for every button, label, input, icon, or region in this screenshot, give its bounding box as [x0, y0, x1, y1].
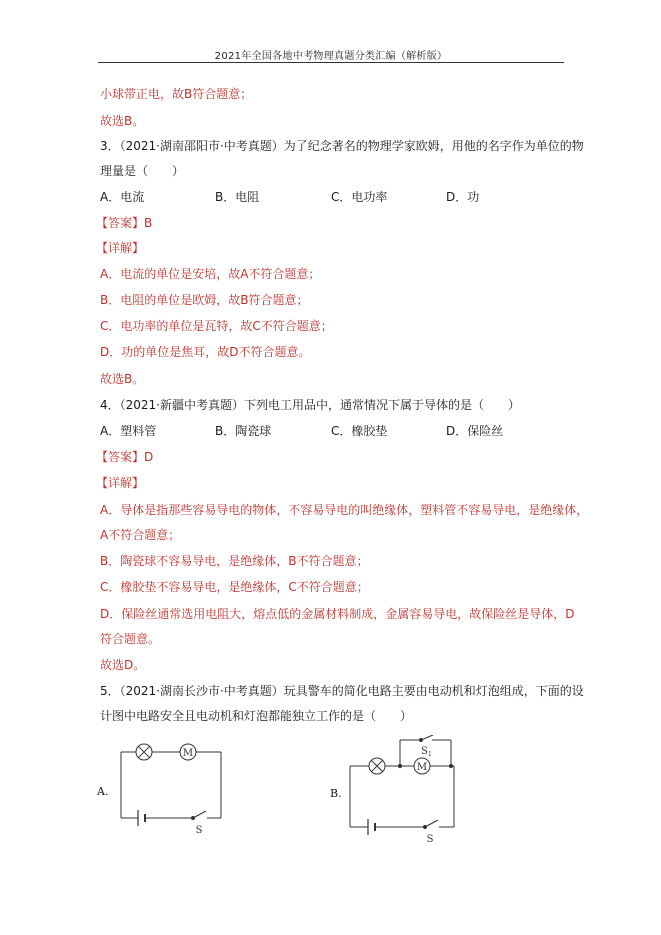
- switch-label: S: [195, 825, 203, 836]
- q4-explanation: D．保险丝通常选用电阻大，熔点低的金属材料制成，金属容易导电，故保险丝是导体，D: [100, 607, 575, 621]
- q4-option-d: D．保险丝: [446, 424, 504, 438]
- junction-dot: [449, 764, 452, 767]
- question-5-stem: 5．（2021·湖南长沙市·中考真题）玩具警车的简化电路主要由电动机和灯泡组成，下面的设: [100, 684, 584, 698]
- q4-option-a: A．塑料管: [100, 424, 157, 438]
- q4-explanation: A．导体是指那些容易导电的物体，不容易导电的叫绝缘体，塑料管不容易导电，是绝缘体，: [100, 503, 589, 517]
- q4-explanation: 符合题意。: [100, 632, 161, 646]
- q3-option-d: D．功: [446, 190, 480, 204]
- switch-arm: [425, 820, 438, 827]
- motor-symbol: M: [416, 762, 428, 773]
- q3-option-b: B．电阻: [215, 190, 260, 204]
- q4-explanation: B．陶瓷球不容易导电，是绝缘体，B不符合题意；: [100, 554, 369, 568]
- switch-label: S: [426, 834, 434, 845]
- circuit-diagram-a: [95, 738, 245, 838]
- question-3-stem: 3．（2021·湖南邵阳市·中考真题）为了纪念著名的物理学家欧姆，用他的名字作为单位的物: [100, 139, 584, 153]
- page-header: 2021年全国各地中考物理真题分类汇编（解析版）: [214, 51, 448, 62]
- question-5-stem-cont: 计图中电路安全且电动机和灯泡都能独立工作的是（ ）: [100, 709, 413, 723]
- circuit-diagram-b: [326, 735, 466, 845]
- switch-s1-arm: [421, 735, 433, 740]
- q3-conclusion: 故选B。: [100, 372, 145, 386]
- q3-explanation: C．电功率的单位是瓦特，故C不符合题意；: [100, 319, 333, 333]
- q4-option-b: B．陶瓷球: [215, 424, 272, 438]
- q4-answer: 【答案】D: [96, 450, 154, 464]
- q4-explanation: A不符合题意；: [100, 528, 181, 542]
- q3-detail-heading: 【详解】: [96, 241, 145, 255]
- q4-detail-heading: 【详解】: [96, 476, 145, 490]
- motor-symbol: M: [182, 748, 194, 759]
- option-b-label: B.: [330, 787, 342, 800]
- q3-option-a: A．电流: [100, 190, 145, 204]
- junction-dot: [398, 764, 401, 767]
- switch-s1-label: S: [421, 746, 428, 757]
- q4-conclusion: 故选D。: [100, 658, 146, 672]
- question-3-stem-cont: 理量是（ ）: [100, 164, 185, 178]
- header-rule: [98, 62, 564, 63]
- q3-option-c: C．电功率: [331, 190, 388, 204]
- option-a-label: A.: [97, 785, 109, 798]
- q4-explanation: C．橡胶垫不容易导电，是绝缘体，C不符合题意；: [100, 580, 369, 594]
- switch-s1-subscript: 1: [428, 751, 432, 758]
- q3-explanation: D．功的单位是焦耳，故D不符合题意。: [100, 345, 311, 359]
- text-line: 故选B。: [100, 114, 145, 128]
- question-4-stem: 4．（2021·新疆中考真题）下列电工用品中，通常情况下属于导体的是（ ）: [100, 398, 520, 412]
- q3-answer: 【答案】B: [96, 216, 153, 230]
- switch-arm: [193, 811, 206, 818]
- q3-explanation: A．电流的单位是安培，故A不符合题意；: [100, 267, 321, 281]
- q3-explanation: B．电阻的单位是欧姆，故B符合题意；: [100, 293, 309, 307]
- text-line: 小球带正电，故B符合题意；: [100, 87, 253, 101]
- q4-option-c: C．橡胶垫: [331, 424, 388, 438]
